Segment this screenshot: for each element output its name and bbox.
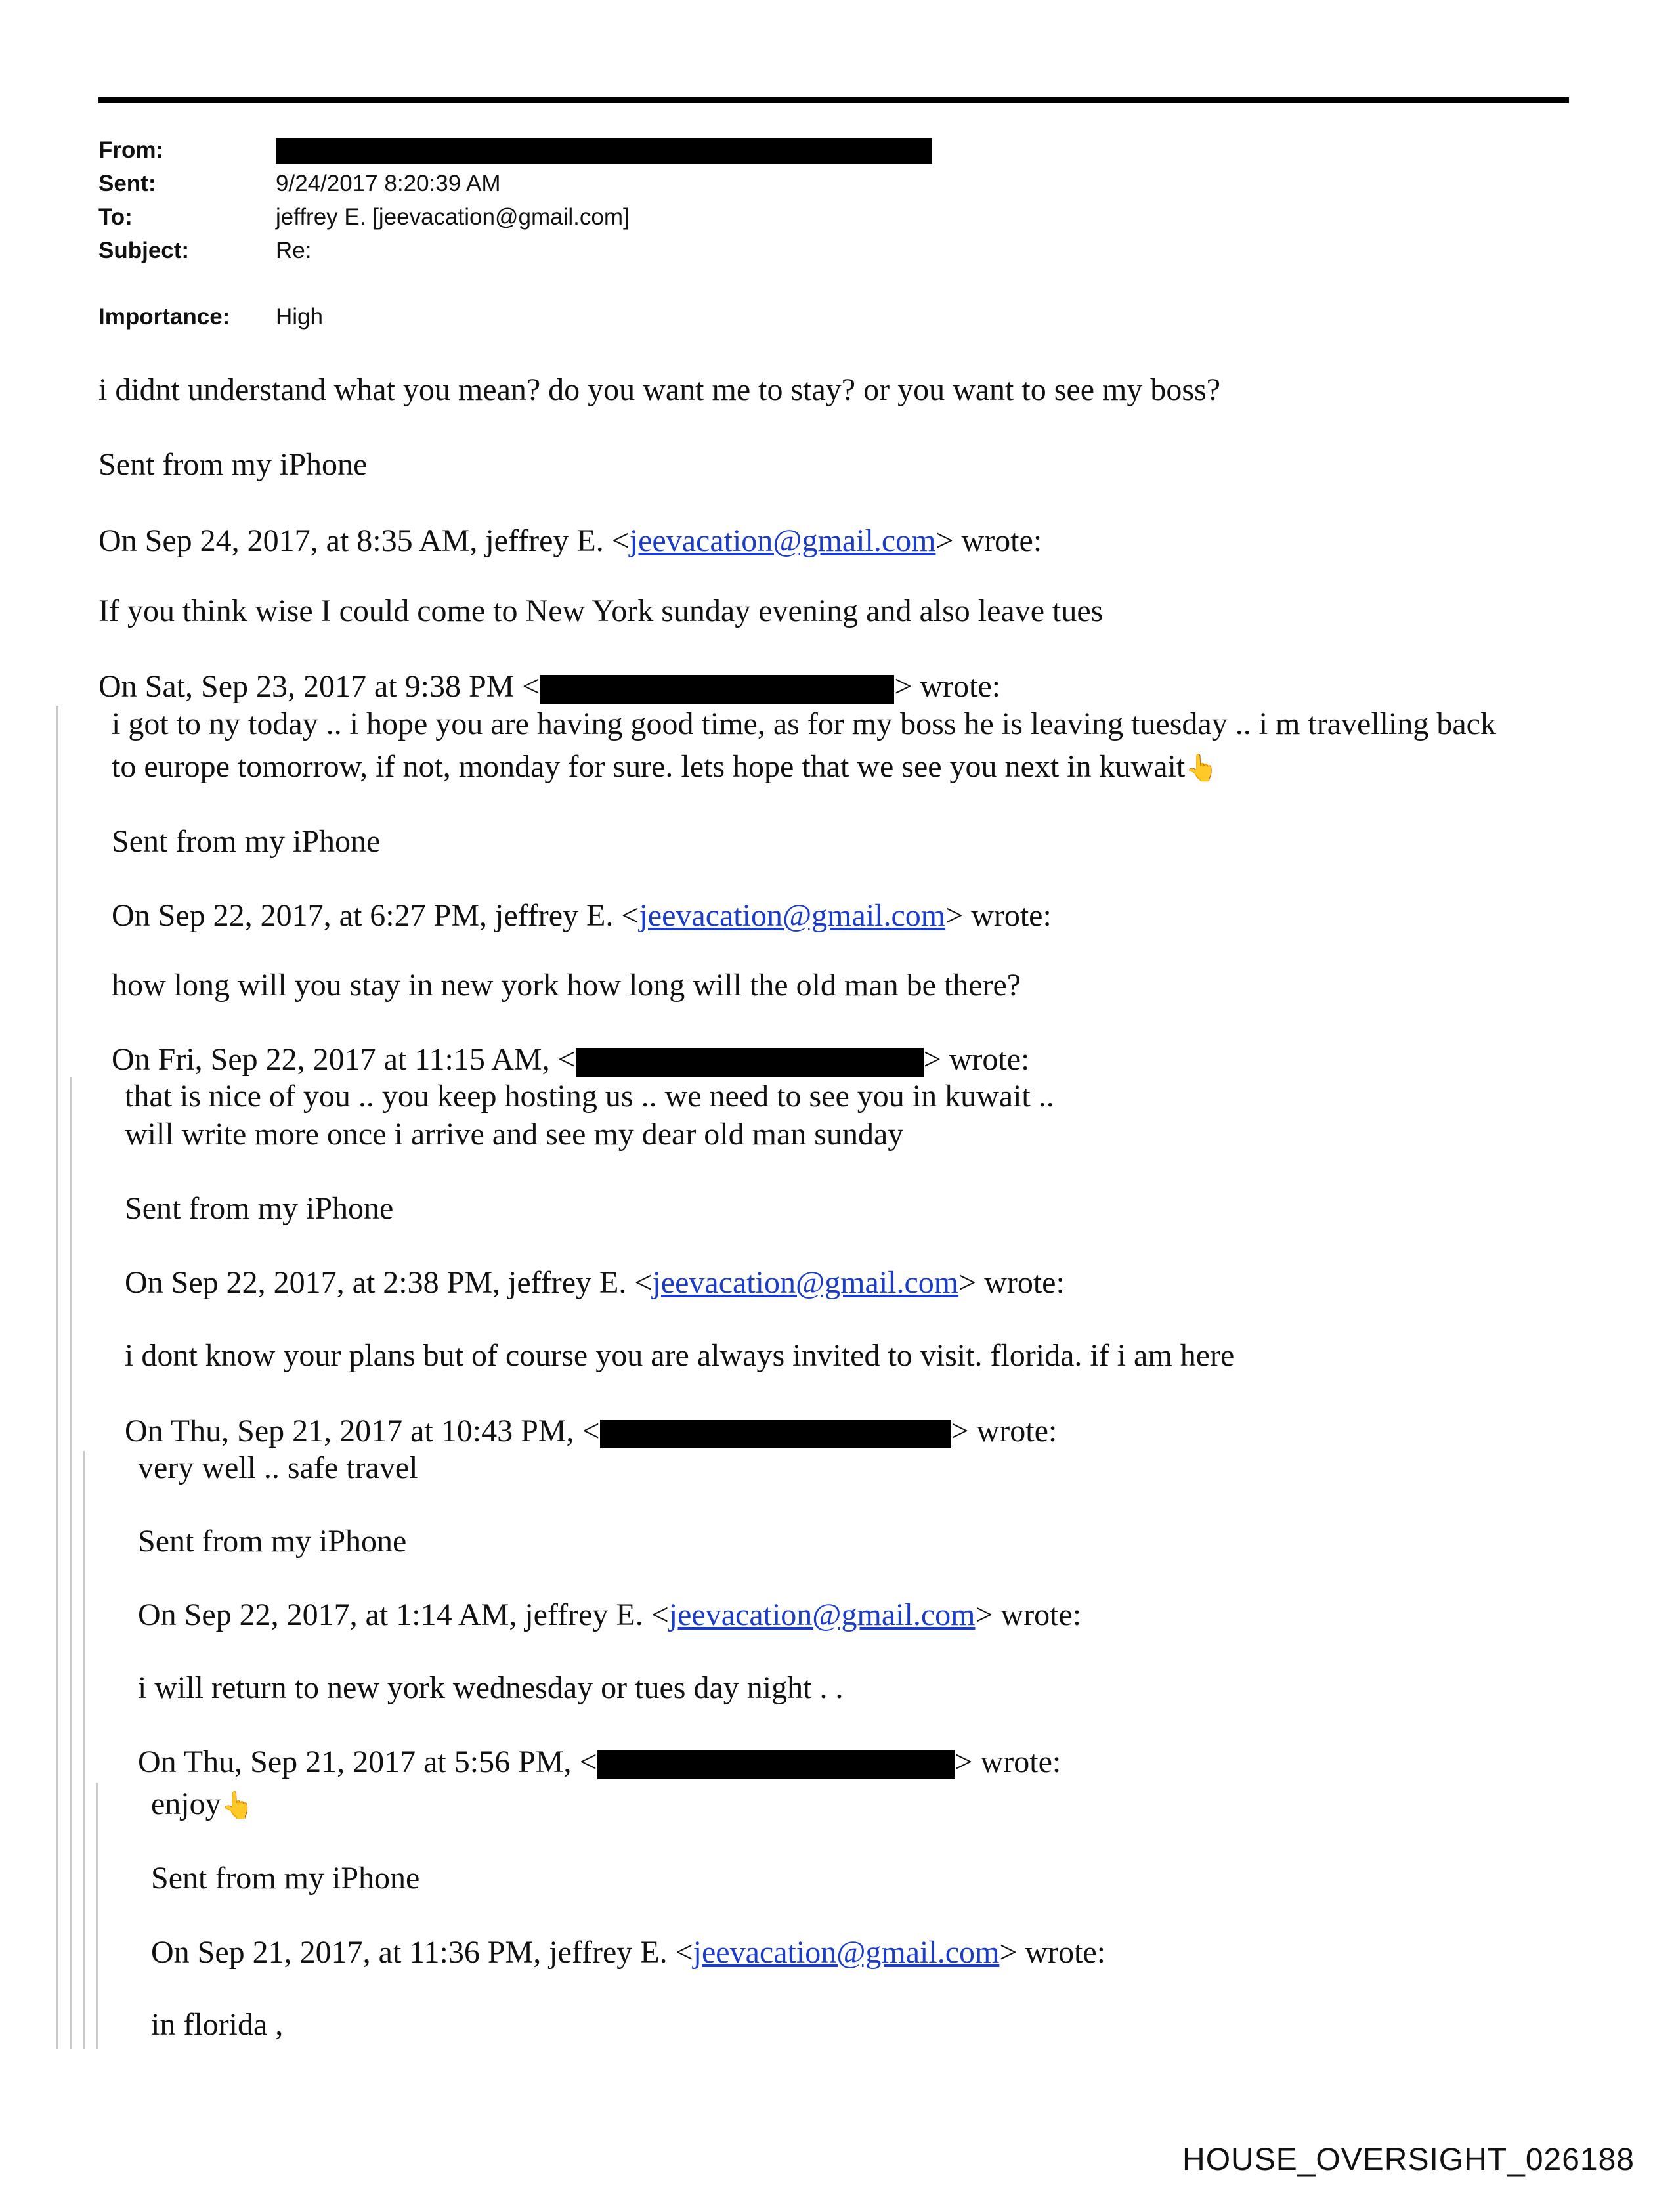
reply-attribution <box>112 1041 1029 1078</box>
attribution-text: On Sep 22, 2017, at 1:14 AM, jeffrey E. < <box>138 1597 669 1632</box>
sent-value: 9/24/2017 8:20:39 AM <box>276 171 501 196</box>
reply-attribution <box>98 523 1042 559</box>
reply-attribution <box>98 668 1000 705</box>
email-link[interactable]: jeevacation@gmail.com <box>629 523 936 558</box>
redacted-email <box>540 675 894 704</box>
from-label: From: <box>98 137 164 163</box>
attribution-wrote: > wrote: <box>955 1745 1062 1779</box>
message-body: i didnt understand what you mean? do you want me to stay? or you want to see my boss? <box>98 372 1220 407</box>
bates-number: HOUSE_OVERSIGHT_026188 <box>1182 2142 1635 2177</box>
reply-attribution <box>125 1265 1065 1301</box>
importance-value: High <box>276 304 323 330</box>
attribution-text: On Sep 22, 2017, at 6:27 PM, jeffrey E. < <box>112 898 639 933</box>
redacted-email <box>576 1048 924 1077</box>
attribution-text: On Sat, Sep 23, 2017 at 9:38 PM < <box>98 669 540 704</box>
message-body-line <box>112 748 1218 787</box>
message-body: how long will you stay in new york how long will the old man be there? <box>112 968 1021 1003</box>
message-body: i will return to new york wednesday or tues day night . . <box>138 1670 844 1705</box>
attribution-text: On Sep 22, 2017, at 2:38 PM, jeffrey E. < <box>125 1265 653 1300</box>
email-link[interactable]: jeevacation@gmail.com <box>668 1597 976 1632</box>
subject-value: Re: <box>276 238 312 263</box>
signature: Sent from my iPhone <box>125 1191 394 1226</box>
message-body: i dont know your plans but of course you are always invited to visit. florida. if i am here <box>125 1338 1235 1373</box>
attribution-wrote: > wrote: <box>923 1042 1030 1077</box>
signature: Sent from my iPhone <box>98 447 368 482</box>
email-link[interactable]: jeevacation@gmail.com <box>639 898 946 933</box>
attribution-text: On Thu, Sep 21, 2017 at 5:56 PM, < <box>138 1745 597 1779</box>
attribution-wrote: > wrote: <box>958 1265 1065 1300</box>
reply-attribution <box>138 1744 1061 1781</box>
body-text: enjoy <box>151 1787 221 1821</box>
attribution-text: On Sep 21, 2017, at 11:36 PM, jeffrey E. < <box>151 1935 693 1970</box>
to-value: jeffrey E. [jeevacation@gmail.com] <box>276 204 630 230</box>
reply-attribution <box>125 1413 1057 1450</box>
attribution-wrote: > wrote: <box>951 1414 1058 1448</box>
attribution-wrote: > wrote: <box>894 669 1001 704</box>
pointing-hand-icon: 👆 <box>221 1790 254 1820</box>
signature: Sent from my iPhone <box>151 1861 420 1896</box>
body-text: to europe tomorrow, if not, monday for sure. lets hope that we see you next in kuwait <box>112 749 1186 784</box>
message-body: If you think wise I could come to New York sunday evening and also leave tues <box>98 594 1104 628</box>
attribution-wrote: > wrote: <box>975 1597 1082 1632</box>
reply-attribution <box>151 1934 1105 1971</box>
message-body <box>151 1786 253 1824</box>
pointing-hand-icon: 👆 <box>1185 753 1218 783</box>
message-body-line: i got to ny today .. i hope you are having good time, as for my boss he is leaving tuesday .. i m travelling back <box>112 706 1496 741</box>
email-link[interactable]: jeevacation@gmail.com <box>652 1265 959 1300</box>
message-body: very well .. safe travel <box>138 1450 418 1485</box>
message-body-line: will write more once i arrive and see my dear old man sunday <box>125 1117 904 1152</box>
to-label: To: <box>98 204 133 230</box>
importance-label: Importance: <box>98 304 230 330</box>
message-body: in florida , <box>151 2007 284 2042</box>
attribution-text: On Sep 24, 2017, at 8:35 AM, jeffrey E. < <box>98 523 630 558</box>
signature: Sent from my iPhone <box>138 1524 407 1559</box>
message-body-line: that is nice of you .. you keep hosting us .. we need to see you in kuwait .. <box>125 1079 1054 1114</box>
sent-label: Sent: <box>98 171 156 196</box>
email-link[interactable]: jeevacation@gmail.com <box>693 1935 1000 1970</box>
signature: Sent from my iPhone <box>112 824 381 859</box>
reply-attribution <box>138 1597 1081 1634</box>
subject-label: Subject: <box>98 238 190 263</box>
attribution-wrote: > wrote: <box>999 1935 1106 1970</box>
reply-attribution <box>112 898 1052 934</box>
redacted-email <box>600 1420 951 1448</box>
attribution-text: On Thu, Sep 21, 2017 at 10:43 PM, < <box>125 1414 600 1448</box>
redacted-email <box>597 1750 955 1779</box>
attribution-wrote: > wrote: <box>945 898 1052 933</box>
attribution-text: On Fri, Sep 22, 2017 at 11:15 AM, < <box>112 1042 576 1077</box>
attribution-wrote: > wrote: <box>935 523 1042 558</box>
